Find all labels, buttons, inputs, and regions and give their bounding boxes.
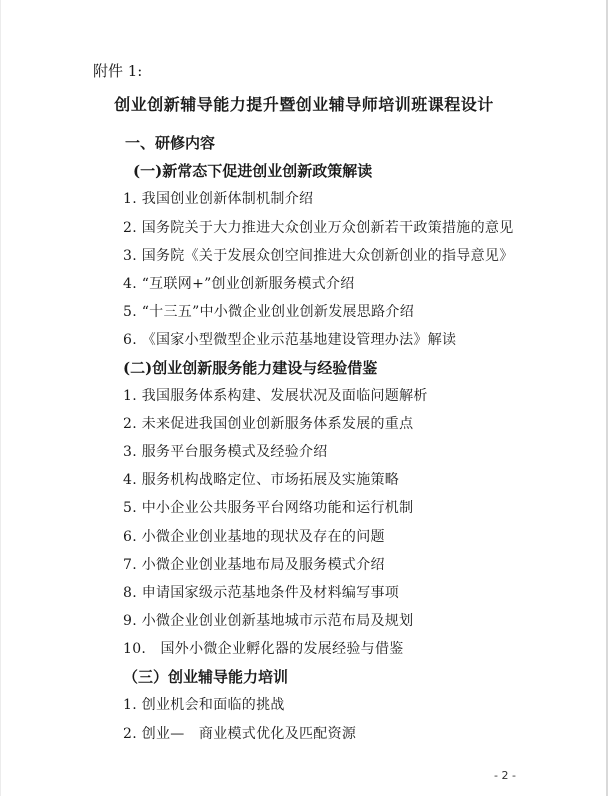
list-item: 3. 服务平台服务模式及经验介绍: [123, 444, 328, 460]
page-number: - 2 -: [494, 769, 516, 782]
subsection-heading-2: (二)创业创新服务能力建设与经验借鉴: [123, 359, 378, 377]
list-item: 10. 国外小微企业孵化器的发展经验与借鉴: [123, 641, 404, 657]
page-left-edge: [0, 0, 1, 796]
document-title: 创业创新辅导能力提升暨创业辅导师培训班课程设计: [114, 95, 494, 114]
list-item: 6. 《国家小型微型企业示范基地建设管理办法》解读: [123, 332, 457, 348]
list-item: 2. 未来促进我国创业创新服务体系发展的重点: [123, 416, 414, 432]
list-item: 2. 创业— 商业模式优化及匹配资源: [123, 726, 357, 742]
list-item: 3. 国务院《关于发展众创空间推进大众创新创业的指导意见》: [123, 248, 514, 264]
section-heading-research-content: 一、研修内容: [125, 134, 216, 152]
list-item: 4. “互联网+”创业创新服务模式介绍: [123, 276, 355, 292]
list-item: 7. 小微企业创业基地布局及服务模式介绍: [123, 557, 385, 573]
list-item: 9. 小微企业创业创新基地城市示范布局及规划: [123, 613, 414, 629]
list-item: 8. 申请国家级示范基地条件及材料编写事项: [123, 585, 400, 601]
list-item: 4. 服务机构战略定位、市场拓展及实施策略: [123, 472, 400, 488]
list-item: 5. 中小企业公共服务平台网络功能和运行机制: [123, 500, 414, 516]
list-item: 1. 我国创业创新体制机制介绍: [123, 191, 314, 207]
list-item: 6. 小微企业创业基地的现状及存在的问题: [123, 529, 385, 545]
attachment-label: 附件 1:: [93, 62, 143, 80]
list-item: 5. “十三五”中小微企业创业创新发展思路介绍: [123, 304, 415, 320]
list-item: 2. 国务院关于大力推进大众创业万众创新若干政策措施的意见: [123, 220, 514, 236]
list-item: 1. 创业机会和面临的挑战: [123, 697, 285, 713]
subsection-heading-3: （三）创业辅导能力培训: [123, 668, 289, 686]
subsection-heading-1: (一)新常态下促进创业创新政策解读: [133, 162, 373, 180]
list-item: 1. 我国服务体系构建、发展状况及面临问题解析: [123, 388, 428, 404]
